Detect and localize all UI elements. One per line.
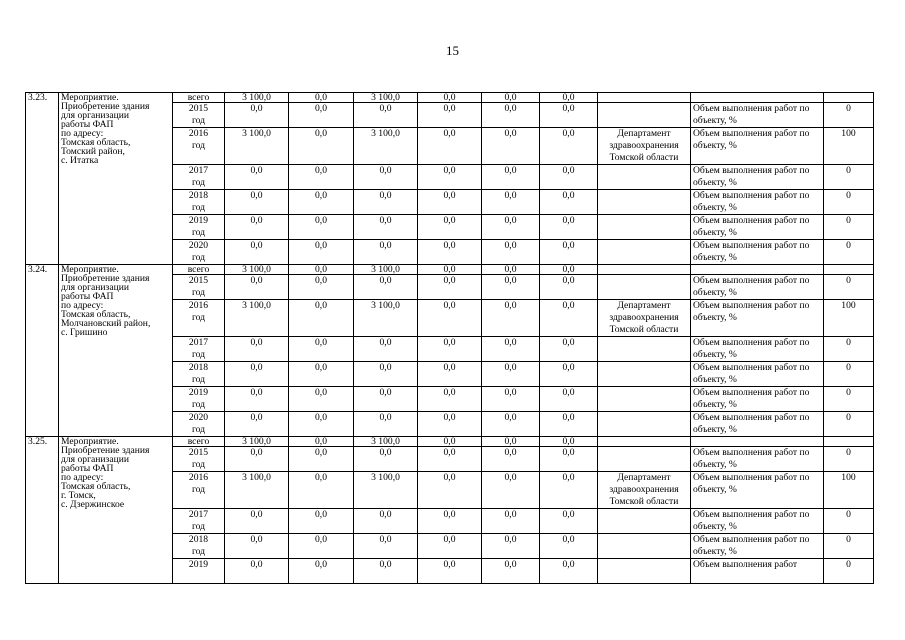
event-description-line: с. Дзержинское <box>61 499 125 510</box>
year-cell <box>173 509 225 534</box>
year-cell <box>173 362 225 387</box>
event-description-line: Приобретение здания <box>61 101 150 112</box>
total-value: 0,0 <box>482 437 540 447</box>
indicator-cell: Объем выполнения работ по объекту, % <box>691 447 824 472</box>
year-value: 0,0 <box>289 472 354 509</box>
year-suffix: год <box>191 521 206 532</box>
target-cell: 0 <box>824 534 874 559</box>
year-value: 0,0 <box>540 447 598 472</box>
year-value: 0,0 <box>540 534 598 559</box>
executor-cell <box>598 165 691 190</box>
year-number: 2016 <box>188 128 209 139</box>
year-value: 0,0 <box>225 190 289 215</box>
year-value: 0,0 <box>289 128 354 165</box>
year-value: 0,0 <box>225 509 289 534</box>
executor-cell <box>598 337 691 362</box>
total-label: всего <box>173 93 225 103</box>
event-description-line: для организации <box>61 454 129 465</box>
target-cell: 0 <box>824 447 874 472</box>
year-suffix: год <box>191 227 206 238</box>
year-suffix: год <box>191 399 206 410</box>
year-value: 0,0 <box>289 240 354 265</box>
event-description-line: г. Томск, <box>61 490 96 501</box>
year-number: 2018 <box>188 190 209 201</box>
year-value: 0,0 <box>225 165 289 190</box>
event-description <box>59 437 173 584</box>
year-value: 0,0 <box>289 412 354 437</box>
year-value: 0,0 <box>354 509 418 534</box>
target-cell: 0 <box>824 559 874 584</box>
year-suffix: год <box>191 424 206 435</box>
year-cell <box>173 412 225 437</box>
event-description-line: для организации <box>61 282 129 293</box>
executor-cell <box>598 362 691 387</box>
budget-table <box>25 92 874 584</box>
year-number: 2016 <box>188 472 209 483</box>
year-suffix: год <box>191 349 206 360</box>
indicator-cell: Объем выполнения работ по объекту, % <box>691 412 824 437</box>
event-description-line: Приобретение здания <box>61 273 150 284</box>
year-value: 0,0 <box>289 103 354 128</box>
event-description-line: по адресу: <box>61 300 104 311</box>
year-value: 0,0 <box>540 190 598 215</box>
year-value: 0,0 <box>482 447 540 472</box>
event-description-line: Мероприятие. <box>61 264 119 275</box>
event-description-line: Томская область, <box>61 481 131 492</box>
event-number: 3.23. <box>26 93 59 265</box>
year-value: 0,0 <box>482 215 540 240</box>
year-value: 0,0 <box>225 337 289 362</box>
year-number: 2017 <box>188 509 209 520</box>
total-value: 0,0 <box>418 265 482 275</box>
target-cell: 0 <box>824 103 874 128</box>
target-cell: 0 <box>824 387 874 412</box>
year-number: 2019 <box>188 559 209 570</box>
total-label: всего <box>173 437 225 447</box>
event-description-line: по адресу: <box>61 128 104 139</box>
year-number: 2019 <box>188 387 209 398</box>
indicator-cell: Объем выполнения работ <box>691 559 824 584</box>
total-value: 3 100,0 <box>225 437 289 447</box>
indicator-cell <box>691 265 824 275</box>
year-value: 0,0 <box>540 103 598 128</box>
year-cell <box>173 103 225 128</box>
executor-cell <box>598 509 691 534</box>
year-value: 0,0 <box>482 300 540 337</box>
event-description-line: работы ФАП <box>61 119 114 130</box>
indicator-cell: Объем выполнения работ по объекту, % <box>691 275 824 300</box>
year-value: 0,0 <box>540 165 598 190</box>
event-description <box>59 265 173 437</box>
event-description-line: по адресу: <box>61 472 104 483</box>
indicator-cell: Объем выполнения работ по объекту, % <box>691 128 824 165</box>
indicator-cell: Объем выполнения работ по объекту, % <box>691 509 824 534</box>
total-value: 3 100,0 <box>354 265 418 275</box>
year-value: 0,0 <box>540 362 598 387</box>
target-cell <box>824 437 874 447</box>
year-value: 0,0 <box>418 128 482 165</box>
total-value: 3 100,0 <box>225 93 289 103</box>
year-value: 0,0 <box>540 472 598 509</box>
indicator-cell: Объем выполнения работ по объекту, % <box>691 165 824 190</box>
event-description-line: Мероприятие. <box>61 92 119 103</box>
year-value: 0,0 <box>482 534 540 559</box>
executor-cell <box>598 437 691 447</box>
year-value: 0,0 <box>225 103 289 128</box>
year-number: 2015 <box>188 275 209 286</box>
executor-cell <box>598 93 691 103</box>
indicator-cell <box>691 93 824 103</box>
executor-cell <box>598 412 691 437</box>
year-value: 0,0 <box>540 240 598 265</box>
total-value: 0,0 <box>418 437 482 447</box>
total-value: 3 100,0 <box>225 265 289 275</box>
year-value: 0,0 <box>418 240 482 265</box>
target-cell <box>824 93 874 103</box>
year-cell <box>173 559 225 584</box>
year-value: 0,0 <box>540 412 598 437</box>
year-value: 0,0 <box>540 387 598 412</box>
executor-cell <box>598 447 691 472</box>
total-value: 3 100,0 <box>354 437 418 447</box>
event-description-line: с. Итатка <box>61 155 99 166</box>
target-cell: 0 <box>824 337 874 362</box>
year-value: 0,0 <box>289 509 354 534</box>
year-value: 0,0 <box>289 190 354 215</box>
total-value: 0,0 <box>540 265 598 275</box>
year-cell <box>173 337 225 362</box>
year-value: 0,0 <box>482 472 540 509</box>
total-value: 0,0 <box>289 93 354 103</box>
year-value: 0,0 <box>540 128 598 165</box>
indicator-cell: Объем выполнения работ по объекту, % <box>691 190 824 215</box>
target-cell <box>824 265 874 275</box>
year-value: 0,0 <box>354 190 418 215</box>
year-value: 0,0 <box>482 165 540 190</box>
year-value: 0,0 <box>482 103 540 128</box>
indicator-cell: Объем выполнения работ по объекту, % <box>691 534 824 559</box>
event-description-line: Молчановский район, <box>61 318 151 329</box>
year-suffix: год <box>191 177 206 188</box>
executor-cell <box>598 559 691 584</box>
executor-cell: Департамент здравоохранения Томской области <box>598 472 691 509</box>
table-row-total <box>26 93 874 103</box>
target-cell: 0 <box>824 215 874 240</box>
target-cell: 0 <box>824 240 874 265</box>
year-number: 2020 <box>188 240 209 251</box>
indicator-cell <box>691 437 824 447</box>
year-value: 0,0 <box>225 447 289 472</box>
year-value: 0,0 <box>482 337 540 362</box>
year-value: 0,0 <box>289 215 354 240</box>
year-value: 0,0 <box>540 275 598 300</box>
year-value: 0,0 <box>482 362 540 387</box>
year-value: 0,0 <box>482 128 540 165</box>
target-cell: 100 <box>824 472 874 509</box>
year-cell <box>173 447 225 472</box>
event-description-line: работы ФАП <box>61 463 114 474</box>
year-value: 0,0 <box>540 215 598 240</box>
year-suffix: год <box>191 546 206 557</box>
year-value: 0,0 <box>354 275 418 300</box>
year-value: 0,0 <box>354 387 418 412</box>
event-description-line: для организации <box>61 110 129 121</box>
executor-cell <box>598 215 691 240</box>
year-value: 0,0 <box>418 534 482 559</box>
year-suffix: год <box>191 484 206 495</box>
year-number: 2018 <box>188 362 209 373</box>
year-value: 0,0 <box>354 165 418 190</box>
year-value: 0,0 <box>225 362 289 387</box>
year-cell <box>173 534 225 559</box>
year-number: 2020 <box>188 412 209 423</box>
total-value: 0,0 <box>418 93 482 103</box>
indicator-cell: Объем выполнения работ по объекту, % <box>691 387 824 412</box>
total-value: 3 100,0 <box>354 93 418 103</box>
year-number: 2015 <box>188 103 209 114</box>
executor-cell <box>598 275 691 300</box>
indicator-cell: Объем выполнения работ по объекту, % <box>691 337 824 362</box>
executor-cell <box>598 103 691 128</box>
target-cell: 0 <box>824 190 874 215</box>
year-value: 0,0 <box>418 509 482 534</box>
year-value: 0,0 <box>418 412 482 437</box>
year-suffix: год <box>191 252 206 263</box>
year-value: 0,0 <box>418 472 482 509</box>
year-value: 3 100,0 <box>225 472 289 509</box>
year-value: 0,0 <box>482 559 540 584</box>
target-cell: 0 <box>824 275 874 300</box>
target-cell: 100 <box>824 128 874 165</box>
year-suffix: год <box>191 202 206 213</box>
year-value: 0,0 <box>289 165 354 190</box>
year-value: 0,0 <box>354 215 418 240</box>
event-description-line: Мероприятие. <box>61 436 119 447</box>
year-value: 0,0 <box>418 190 482 215</box>
year-value: 0,0 <box>225 412 289 437</box>
year-cell <box>173 165 225 190</box>
budget-table-body <box>26 93 874 584</box>
year-value: 0,0 <box>225 240 289 265</box>
indicator-cell: Объем выполнения работ по объекту, % <box>691 215 824 240</box>
year-value: 0,0 <box>482 412 540 437</box>
year-suffix: год <box>191 312 206 323</box>
year-value: 3 100,0 <box>354 472 418 509</box>
year-suffix: год <box>191 287 206 298</box>
event-description-line: Томский район, <box>61 146 125 157</box>
year-value: 0,0 <box>418 387 482 412</box>
year-value: 0,0 <box>225 534 289 559</box>
year-cell <box>173 240 225 265</box>
event-description-line: с. Гришино <box>61 327 108 338</box>
year-value: 0,0 <box>354 412 418 437</box>
event-description-line: Томская область, <box>61 309 131 320</box>
event-description <box>59 93 173 265</box>
year-value: 0,0 <box>289 275 354 300</box>
executor-cell <box>598 240 691 265</box>
year-value: 0,0 <box>540 300 598 337</box>
indicator-cell: Объем выполнения работ по объекту, % <box>691 472 824 509</box>
total-value: 0,0 <box>289 437 354 447</box>
year-value: 0,0 <box>418 362 482 387</box>
event-description-line: работы ФАП <box>61 291 114 302</box>
year-suffix: год <box>191 140 206 151</box>
year-value: 0,0 <box>354 447 418 472</box>
year-value: 0,0 <box>418 300 482 337</box>
year-value: 3 100,0 <box>225 300 289 337</box>
total-value: 0,0 <box>540 437 598 447</box>
year-value: 0,0 <box>289 534 354 559</box>
total-label: всего <box>173 265 225 275</box>
year-value: 0,0 <box>482 190 540 215</box>
year-value: 0,0 <box>225 387 289 412</box>
year-value: 3 100,0 <box>225 128 289 165</box>
year-value: 0,0 <box>225 559 289 584</box>
year-value: 0,0 <box>540 509 598 534</box>
year-number: 2018 <box>188 534 209 545</box>
year-value: 0,0 <box>354 534 418 559</box>
year-value: 0,0 <box>418 165 482 190</box>
table-row-total <box>26 437 874 447</box>
year-suffix: год <box>191 374 206 385</box>
year-value: 0,0 <box>482 240 540 265</box>
executor-cell <box>598 534 691 559</box>
indicator-cell: Объем выполнения работ по объекту, % <box>691 300 824 337</box>
year-value: 0,0 <box>418 559 482 584</box>
event-description-line: Приобретение здания <box>61 445 150 456</box>
year-suffix: год <box>191 115 206 126</box>
year-value: 0,0 <box>354 362 418 387</box>
event-description-line: Томская область, <box>61 137 131 148</box>
page-number: 15 <box>446 43 459 58</box>
year-cell <box>173 300 225 337</box>
year-value: 0,0 <box>418 337 482 362</box>
year-value: 0,0 <box>354 103 418 128</box>
total-value: 0,0 <box>289 265 354 275</box>
event-number: 3.25. <box>26 437 59 584</box>
year-number: 2017 <box>188 337 209 348</box>
year-value: 0,0 <box>289 447 354 472</box>
total-value: 0,0 <box>482 265 540 275</box>
executor-cell <box>598 387 691 412</box>
year-cell <box>173 215 225 240</box>
year-value: 0,0 <box>289 337 354 362</box>
executor-cell <box>598 265 691 275</box>
year-cell <box>173 472 225 509</box>
year-value: 0,0 <box>225 275 289 300</box>
year-value: 0,0 <box>354 337 418 362</box>
year-value: 0,0 <box>418 215 482 240</box>
year-value: 0,0 <box>354 559 418 584</box>
year-value: 0,0 <box>354 240 418 265</box>
executor-cell <box>598 190 691 215</box>
year-value: 0,0 <box>540 337 598 362</box>
executor-cell: Департамент здравоохранения Томской области <box>598 128 691 165</box>
year-value: 0,0 <box>482 509 540 534</box>
event-number: 3.24. <box>26 265 59 437</box>
table-row-total <box>26 265 874 275</box>
year-cell <box>173 275 225 300</box>
year-value: 0,0 <box>289 387 354 412</box>
indicator-cell: Объем выполнения работ по объекту, % <box>691 240 824 265</box>
target-cell: 0 <box>824 509 874 534</box>
target-cell: 0 <box>824 412 874 437</box>
year-value: 0,0 <box>418 275 482 300</box>
indicator-cell: Объем выполнения работ по объекту, % <box>691 362 824 387</box>
total-value: 0,0 <box>482 93 540 103</box>
target-cell: 0 <box>824 362 874 387</box>
year-value: 0,0 <box>418 447 482 472</box>
year-value: 3 100,0 <box>354 300 418 337</box>
year-cell <box>173 128 225 165</box>
executor-cell: Департамент здравоохранения Томской области <box>598 300 691 337</box>
year-number: 2016 <box>188 300 209 311</box>
total-value: 0,0 <box>540 93 598 103</box>
year-value: 0,0 <box>482 275 540 300</box>
year-value: 0,0 <box>482 387 540 412</box>
year-value: 0,0 <box>418 103 482 128</box>
indicator-cell: Объем выполнения работ по объекту, % <box>691 103 824 128</box>
year-value: 0,0 <box>540 559 598 584</box>
year-value: 0,0 <box>225 215 289 240</box>
year-value: 0,0 <box>289 362 354 387</box>
year-number: 2015 <box>188 447 209 458</box>
year-suffix: год <box>191 459 206 470</box>
year-value: 0,0 <box>289 300 354 337</box>
year-number: 2017 <box>188 165 209 176</box>
year-value: 0,0 <box>289 559 354 584</box>
target-cell: 100 <box>824 300 874 337</box>
year-value: 3 100,0 <box>354 128 418 165</box>
year-cell <box>173 387 225 412</box>
target-cell: 0 <box>824 165 874 190</box>
year-number: 2019 <box>188 215 209 226</box>
year-cell <box>173 190 225 215</box>
